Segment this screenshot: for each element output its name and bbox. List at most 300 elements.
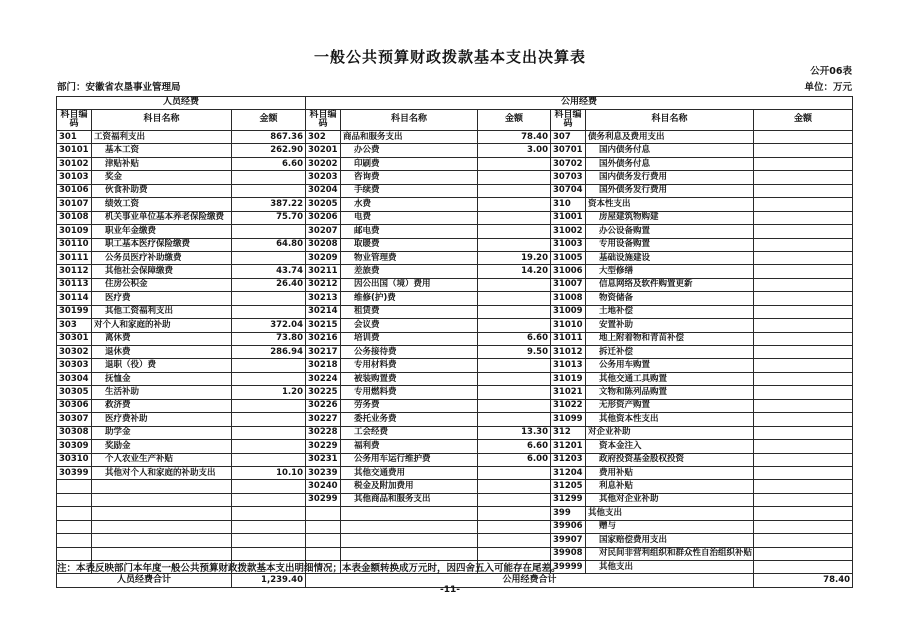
table-row (57, 184, 853, 197)
col-header-name-2: 科目名称 (341, 110, 478, 131)
subject-name-cell: 伙食补助费 (92, 184, 232, 197)
page-title: 一般公共预算财政拨款基本支出决算表 (313, 48, 586, 66)
subject-name-cell: 其他资本性支出 (586, 413, 754, 426)
table-row (57, 466, 853, 479)
amount-cell: 372.04 (232, 319, 306, 332)
amount-cell: 19.20 (478, 251, 551, 264)
subject-code-cell (57, 534, 92, 547)
amount-cell (754, 493, 853, 506)
subject-name-cell: 信息网络及软件购置更新 (586, 278, 754, 291)
subject-name-cell: 租赁费 (341, 305, 478, 318)
subject-code-cell: 30302 (57, 346, 92, 359)
subject-name-cell: 因公出国（境）费用 (341, 278, 478, 291)
amount-cell (754, 131, 853, 144)
subject-name-cell: 拆迁补偿 (586, 346, 754, 359)
personnel-total-amount: 1,239.40 (232, 574, 306, 587)
subject-code-cell: 30225 (306, 386, 341, 399)
amount-cell (754, 440, 853, 453)
subject-code-cell: 30106 (57, 184, 92, 197)
subject-code-cell: 30299 (306, 493, 341, 506)
subject-name-cell: 物业管理费 (341, 251, 478, 264)
table-row (57, 305, 853, 318)
subject-name-cell: 邮电费 (341, 225, 478, 238)
amount-cell: 262.90 (232, 144, 306, 157)
subject-code-cell: 30303 (57, 359, 92, 372)
col-header-name-3: 科目名称 (586, 110, 754, 131)
amount-cell: 6.60 (478, 440, 551, 453)
subject-code-cell: 31012 (551, 346, 586, 359)
subject-name-cell (92, 520, 232, 533)
amount-cell (478, 305, 551, 318)
subject-code-cell: 30218 (306, 359, 341, 372)
subject-code-cell: 30202 (306, 157, 341, 170)
subject-name-cell: 其他商品和服务支出 (341, 493, 478, 506)
subject-code-cell: 30201 (306, 144, 341, 157)
table-row (57, 144, 853, 157)
table-row (57, 171, 853, 184)
subject-code-cell (306, 547, 341, 560)
amount-cell (478, 466, 551, 479)
subject-code-cell: 30304 (57, 372, 92, 385)
amount-cell (232, 292, 306, 305)
subject-name-cell: 工会经费 (341, 426, 478, 439)
subject-name-cell: 公务用车运行维护费 (341, 453, 478, 466)
amount-cell: 9.50 (478, 346, 551, 359)
subject-name-cell: 专用燃料费 (341, 386, 478, 399)
subject-name-cell: 公务员医疗补助缴费 (92, 251, 232, 264)
page-number: -11- (440, 585, 460, 595)
subject-name-cell: 无形资产购置 (586, 399, 754, 412)
subject-code-cell: 31009 (551, 305, 586, 318)
subject-code-cell: 30206 (306, 211, 341, 224)
subject-name-cell: 其他对个人和家庭的补助支出 (92, 466, 232, 479)
amount-cell (232, 171, 306, 184)
subject-code-cell (57, 547, 92, 560)
subject-name-cell: 手续费 (341, 184, 478, 197)
subject-code-cell: 30229 (306, 440, 341, 453)
subject-name-cell: 奖金 (92, 171, 232, 184)
table-row (57, 131, 853, 144)
amount-cell (232, 413, 306, 426)
subject-name-cell: 国内债务发行费用 (586, 171, 754, 184)
subject-name-cell: 抚恤金 (92, 372, 232, 385)
subject-name-cell: 地上附着物和青苗补偿 (586, 332, 754, 345)
table-row (57, 413, 853, 426)
subject-name-cell: 办公设备购置 (586, 225, 754, 238)
subject-name-cell: 咨询费 (341, 171, 478, 184)
amount-cell (478, 480, 551, 493)
subject-code-cell: 30217 (306, 346, 341, 359)
table-row (57, 507, 853, 520)
subject-code-cell: 30214 (306, 305, 341, 318)
subject-code-cell: 302 (306, 131, 341, 144)
amount-cell (754, 346, 853, 359)
subject-name-cell: 国外债务付息 (586, 157, 754, 170)
subject-code-cell: 30112 (57, 265, 92, 278)
amount-cell: 286.94 (232, 346, 306, 359)
amount-cell (478, 171, 551, 184)
subject-code-cell: 30240 (306, 480, 341, 493)
table-row (57, 346, 853, 359)
amount-cell: 10.10 (232, 466, 306, 479)
unit-label: 单位：万元 (804, 82, 852, 93)
subject-name-cell: 劳务费 (341, 399, 478, 412)
amount-cell (232, 305, 306, 318)
subject-code-cell: 31011 (551, 332, 586, 345)
subject-name-cell: 电费 (341, 211, 478, 224)
amount-cell: 78.40 (478, 131, 551, 144)
subject-name-cell (92, 480, 232, 493)
subject-name-cell: 其他对企业补助 (586, 493, 754, 506)
amount-cell (232, 440, 306, 453)
subject-code-cell: 39908 (551, 547, 586, 560)
subject-code-cell: 30215 (306, 319, 341, 332)
subject-code-cell: 30209 (306, 251, 341, 264)
subject-name-cell (92, 547, 232, 560)
amount-cell (754, 319, 853, 332)
public-total-label: 公用经费合计 (306, 574, 754, 587)
amount-cell: 14.20 (478, 265, 551, 278)
subject-name-cell: 差旅费 (341, 265, 478, 278)
table-row (57, 278, 853, 291)
amount-cell (478, 225, 551, 238)
amount-cell (232, 520, 306, 533)
subject-code-cell (306, 534, 341, 547)
amount-cell (478, 238, 551, 251)
subject-name-cell: 取暖费 (341, 238, 478, 251)
subject-code-cell (306, 507, 341, 520)
amount-cell (754, 386, 853, 399)
subject-name-cell: 赠与 (586, 520, 754, 533)
subject-code-cell: 31099 (551, 413, 586, 426)
amount-cell (754, 238, 853, 251)
amount-cell (232, 372, 306, 385)
col-header-amount-2: 金额 (478, 110, 551, 131)
table-row (57, 211, 853, 224)
subject-code-cell: 31019 (551, 372, 586, 385)
subject-name-cell: 专用设备购置 (586, 238, 754, 251)
subject-code-cell: 30113 (57, 278, 92, 291)
group-header-row (57, 97, 853, 110)
column-header-row (57, 110, 853, 131)
subject-name-cell: 资本性支出 (586, 198, 754, 211)
subject-name-cell: 其他工资福利支出 (92, 305, 232, 318)
subject-code-cell: 307 (551, 131, 586, 144)
subject-name-cell: 国外债务发行费用 (586, 184, 754, 197)
table-row (57, 386, 853, 399)
subject-name-cell: 对个人和家庭的补助 (92, 319, 232, 332)
amount-cell (754, 534, 853, 547)
amount-cell (232, 547, 306, 560)
subject-code-cell: 31021 (551, 386, 586, 399)
amount-cell: 6.60 (232, 157, 306, 170)
amount-cell (478, 520, 551, 533)
subject-name-cell: 医疗费补助 (92, 413, 232, 426)
col-header-code-1: 科目编码 (57, 110, 92, 131)
amount-cell: 387.22 (232, 198, 306, 211)
subject-code-cell: 30213 (306, 292, 341, 305)
subject-code-cell: 31010 (551, 319, 586, 332)
subject-code-cell: 303 (57, 319, 92, 332)
subject-name-cell (92, 534, 232, 547)
amount-cell (754, 144, 853, 157)
subject-code-cell: 30301 (57, 332, 92, 345)
subject-name-cell (92, 507, 232, 520)
personnel-total-label: 人员经费合计 (57, 574, 232, 587)
subject-name-cell: 工资福利支出 (92, 131, 232, 144)
subject-name-cell: 利息补贴 (586, 480, 754, 493)
amount-cell (754, 251, 853, 264)
subject-name-cell: 对企业补助 (586, 426, 754, 439)
amount-cell (754, 171, 853, 184)
subject-name-cell: 退职（役）费 (92, 359, 232, 372)
subject-name-cell: 助学金 (92, 426, 232, 439)
amount-cell (754, 305, 853, 318)
amount-cell (754, 561, 853, 574)
subject-name-cell: 会议费 (341, 319, 478, 332)
subject-code-cell: 310 (551, 198, 586, 211)
table-row (57, 157, 853, 170)
subject-code-cell: 30701 (551, 144, 586, 157)
subject-code-cell: 30208 (306, 238, 341, 251)
subject-name-cell: 其他社会保障缴费 (92, 265, 232, 278)
subject-name-cell: 政府投资基金股权投资 (586, 453, 754, 466)
footnote: 注：本表反映部门本年度一般公共预算财政拨款基本支出明细情况；本表金额转换成万元时，因四舍五入可能存在尾差。 (57, 563, 561, 574)
amount-cell (232, 493, 306, 506)
amount-cell (232, 453, 306, 466)
subject-name-cell (92, 493, 232, 506)
subject-name-cell: 资本金注入 (586, 440, 754, 453)
amount-cell (478, 198, 551, 211)
subject-name-cell: 土地补偿 (586, 305, 754, 318)
subject-code-cell: 31005 (551, 251, 586, 264)
table-row (57, 251, 853, 264)
table-row (57, 493, 853, 506)
subject-name-cell: 退休费 (92, 346, 232, 359)
amount-cell: 6.00 (478, 453, 551, 466)
amount-cell (478, 534, 551, 547)
amount-cell (754, 372, 853, 385)
subject-code-cell: 30309 (57, 440, 92, 453)
subject-code-cell: 30114 (57, 292, 92, 305)
amount-cell: 43.74 (232, 265, 306, 278)
subject-name-cell (341, 534, 478, 547)
amount-cell (754, 184, 853, 197)
subject-code-cell: 39907 (551, 534, 586, 547)
amount-cell (232, 225, 306, 238)
subject-code-cell: 30108 (57, 211, 92, 224)
table-row (57, 198, 853, 211)
subject-name-cell: 个人农业生产补贴 (92, 453, 232, 466)
subject-code-cell: 312 (551, 426, 586, 439)
subject-code-cell: 399 (551, 507, 586, 520)
subject-name-cell: 印刷费 (341, 157, 478, 170)
subject-code-cell: 30212 (306, 278, 341, 291)
table-row (57, 399, 853, 412)
subject-name-cell: 办公费 (341, 144, 478, 157)
amount-cell (478, 157, 551, 170)
amount-cell (754, 278, 853, 291)
subject-code-cell: 30207 (306, 225, 341, 238)
subject-code-cell (57, 480, 92, 493)
subject-name-cell: 物资储备 (586, 292, 754, 305)
subject-name-cell: 债务利息及费用支出 (586, 131, 754, 144)
subject-code-cell (306, 520, 341, 533)
amount-cell: 867.36 (232, 131, 306, 144)
amount-cell (232, 534, 306, 547)
table-row (57, 520, 853, 533)
amount-cell (478, 493, 551, 506)
subject-code-cell: 30203 (306, 171, 341, 184)
amount-cell (754, 507, 853, 520)
amount-cell (478, 292, 551, 305)
amount-cell (478, 372, 551, 385)
amount-cell: 13.30 (478, 426, 551, 439)
subject-code-cell: 30211 (306, 265, 341, 278)
subject-code-cell: 30231 (306, 453, 341, 466)
col-header-code-3: 科目编码 (551, 110, 586, 131)
subject-name-cell: 安置补助 (586, 319, 754, 332)
table-row (57, 292, 853, 305)
amount-cell (478, 386, 551, 399)
subject-code-cell (57, 493, 92, 506)
subject-code-cell: 31006 (551, 265, 586, 278)
subject-name-cell: 培训费 (341, 332, 478, 345)
table-row (57, 225, 853, 238)
subject-name-cell: 救济费 (92, 399, 232, 412)
subject-name-cell: 税金及附加费用 (341, 480, 478, 493)
amount-cell (232, 399, 306, 412)
amount-cell (754, 413, 853, 426)
amount-cell (754, 520, 853, 533)
subject-name-cell: 津贴补贴 (92, 157, 232, 170)
subject-code-cell: 31002 (551, 225, 586, 238)
amount-cell: 6.60 (478, 332, 551, 345)
subject-name-cell: 费用补贴 (586, 466, 754, 479)
subject-name-cell: 房屋建筑物购建 (586, 211, 754, 224)
table-row (57, 480, 853, 493)
subject-code-cell: 30224 (306, 372, 341, 385)
amount-cell (754, 332, 853, 345)
subject-code-cell: 31013 (551, 359, 586, 372)
col-header-amount-3: 金额 (754, 110, 853, 131)
subject-code-cell: 39906 (551, 520, 586, 533)
subject-code-cell: 30205 (306, 198, 341, 211)
subject-name-cell: 奖励金 (92, 440, 232, 453)
amount-cell (754, 292, 853, 305)
subject-name-cell: 其他交通工具购置 (586, 372, 754, 385)
amount-cell (232, 426, 306, 439)
subject-name-cell: 国家赔偿费用支出 (586, 534, 754, 547)
amount-cell (754, 265, 853, 278)
subject-name-cell: 商品和服务支出 (341, 131, 478, 144)
subject-name-cell (341, 547, 478, 560)
amount-cell (754, 453, 853, 466)
subject-code-cell: 31003 (551, 238, 586, 251)
subject-name-cell: 医疗费 (92, 292, 232, 305)
table-row (57, 359, 853, 372)
subject-name-cell: 专用材料费 (341, 359, 478, 372)
amount-cell (478, 211, 551, 224)
subject-name-cell: 住房公积金 (92, 278, 232, 291)
subject-code-cell: 31001 (551, 211, 586, 224)
amount-cell (478, 507, 551, 520)
amount-cell (232, 251, 306, 264)
col-header-name-1: 科目名称 (92, 110, 232, 131)
amount-cell (478, 399, 551, 412)
subject-code-cell (57, 507, 92, 520)
subject-code-cell: 30306 (57, 399, 92, 412)
amount-cell: 1.20 (232, 386, 306, 399)
subject-code-cell: 31204 (551, 466, 586, 479)
amount-cell (232, 184, 306, 197)
subject-name-cell: 福利费 (341, 440, 478, 453)
subject-name-cell: 离休费 (92, 332, 232, 345)
subject-code-cell: 30109 (57, 225, 92, 238)
subject-code-cell: 301 (57, 131, 92, 144)
subject-code-cell: 31201 (551, 440, 586, 453)
subject-name-cell: 机关事业单位基本养老保险缴费 (92, 211, 232, 224)
amount-cell: 3.00 (478, 144, 551, 157)
amount-cell (478, 413, 551, 426)
amount-cell (754, 480, 853, 493)
subject-code-cell: 30204 (306, 184, 341, 197)
table-row (57, 440, 853, 453)
table-row (57, 547, 853, 560)
table-row (57, 426, 853, 439)
subject-name-cell: 文物和陈列品购置 (586, 386, 754, 399)
personnel-funds-header: 人员经费 (57, 97, 306, 110)
amount-cell (478, 278, 551, 291)
subject-code-cell: 39999 (551, 561, 586, 574)
amount-cell: 73.80 (232, 332, 306, 345)
subject-code-cell: 30703 (551, 171, 586, 184)
subject-name-cell: 对民间非营利组织和群众性自治组织补贴 (586, 547, 754, 560)
amount-cell (754, 466, 853, 479)
amount-cell (478, 319, 551, 332)
table-body (57, 131, 853, 574)
amount-cell (754, 426, 853, 439)
subject-name-cell (341, 507, 478, 520)
subject-code-cell: 31008 (551, 292, 586, 305)
subject-code-cell: 30103 (57, 171, 92, 184)
subject-code-cell: 31022 (551, 399, 586, 412)
subject-code-cell: 31205 (551, 480, 586, 493)
table-row (57, 319, 853, 332)
col-header-code-2: 科目编码 (306, 110, 341, 131)
subject-code-cell: 30216 (306, 332, 341, 345)
subject-code-cell: 30110 (57, 238, 92, 251)
subject-code-cell: 31007 (551, 278, 586, 291)
subject-code-cell: 30399 (57, 466, 92, 479)
budget-table (56, 96, 853, 588)
amount-cell (754, 547, 853, 560)
subject-name-cell: 国内债务付息 (586, 144, 754, 157)
subject-code-cell: 30101 (57, 144, 92, 157)
form-code-label: 公开06表 (810, 66, 852, 77)
subject-name-cell: 被装购置费 (341, 372, 478, 385)
subject-name-cell: 生活补助 (92, 386, 232, 399)
subject-name-cell: 基本工资 (92, 144, 232, 157)
public-funds-header: 公用经费 (306, 97, 853, 110)
subject-code-cell: 30239 (306, 466, 341, 479)
subject-code-cell: 30308 (57, 426, 92, 439)
subject-code-cell: 30102 (57, 157, 92, 170)
subject-name-cell: 职工基本医疗保险缴费 (92, 238, 232, 251)
subject-name-cell: 维修(护)费 (341, 292, 478, 305)
subject-code-cell: 30111 (57, 251, 92, 264)
amount-cell (754, 211, 853, 224)
